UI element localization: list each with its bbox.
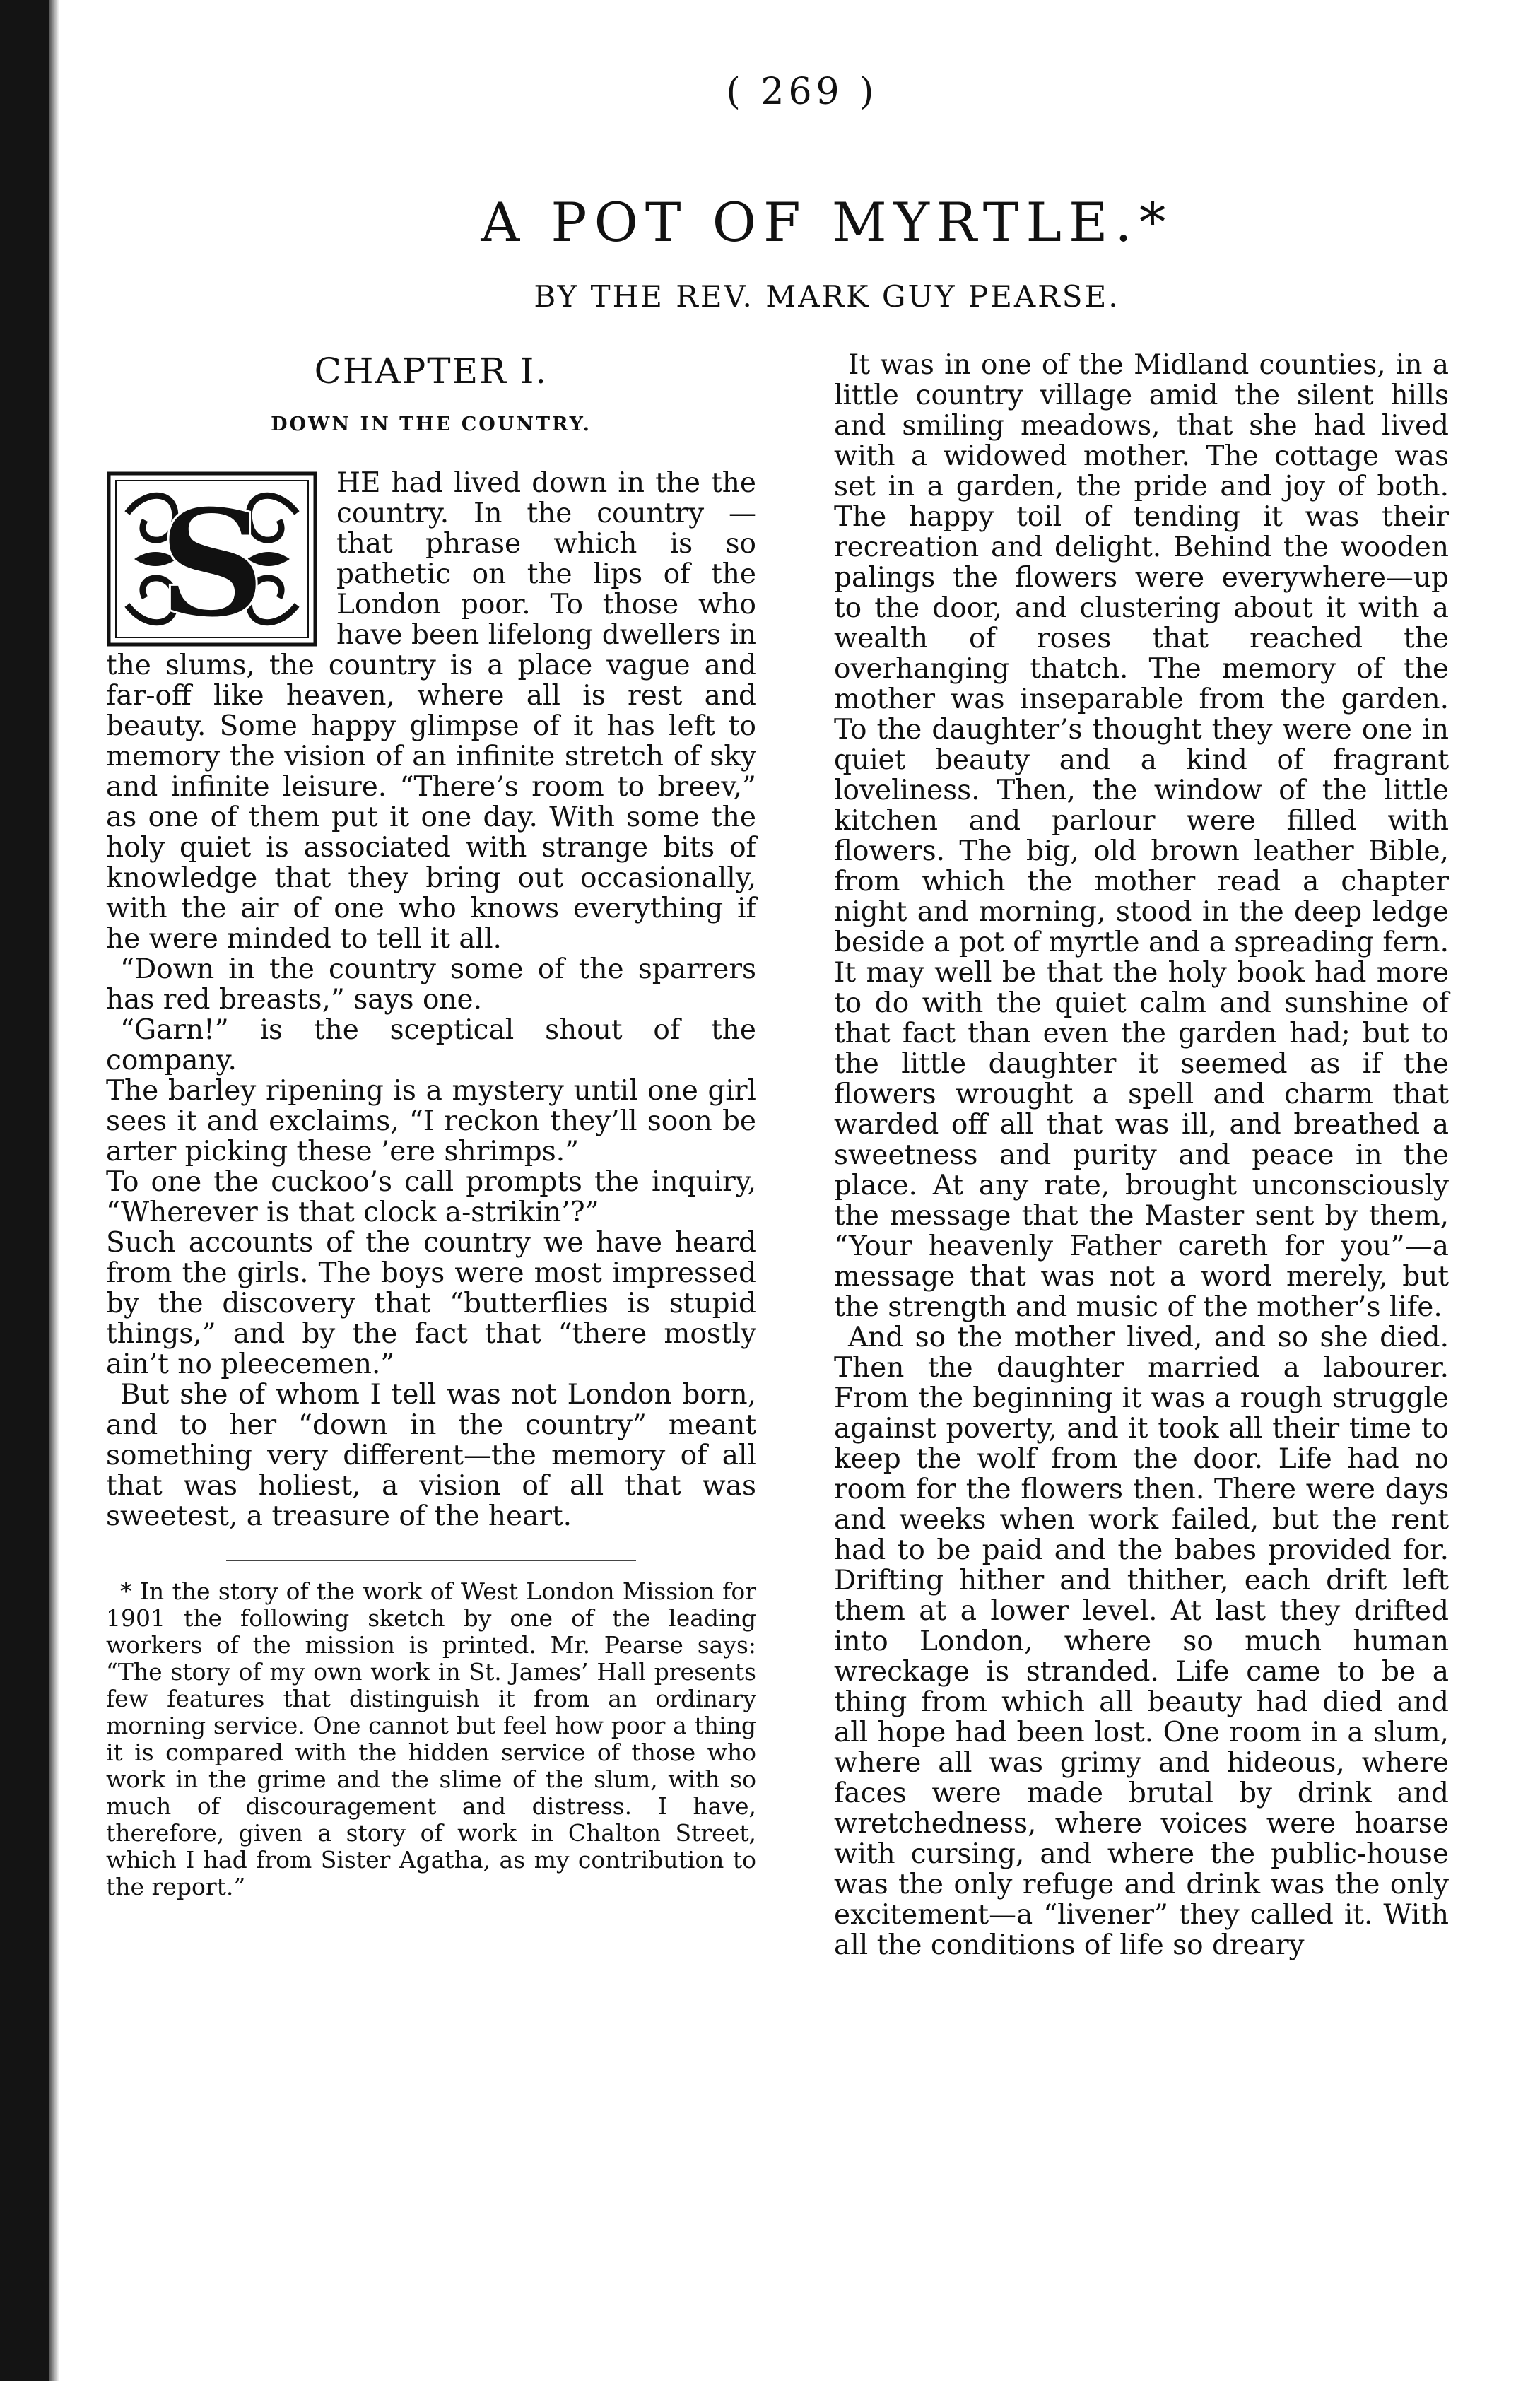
footnote: * In the story of the work of West London Mission for 1901 the following sketch by one of the leading workers of the mission is printed. Mr. Pearse says: “The story of my own work in St. James’ Hall presents few features that distinguish it from an ordinary morning service. One cannot but feel how poor a thing it is compared with the hidden service of those who work in the grime and the slime of the slum, with so much of discouragement and distress. I have, therefore, given a story of work in Chalton Street, which I had from Sister Agatha, as my contribution to the report.” — [106, 1577, 756, 1900]
paragraph: And so the mother lived, and so she died. Then the daughter married a labourer. From the beginning it was a rough struggle against poverty, and it took all their time to keep the wolf from the door. Life had no room for the flowers then. There were days and weeks when work failed, but the rent had to be paid and the babes provided for. Drifting hither and thither, each drift left them at a lower level. At last they drifted into London, where so much human wreckage is stranded. Life came to be a thing from which all beauty had died and all hope had been lost. One room in a slum, where all was grimy and hideous, where faces were made brutal by drink and wretchedness, where voices were hoarse with cursing, and where the public-house was the only refuge and drink was the only excitement—a “livener” they called it. With all the conditions of life so dreary — [834, 1322, 1449, 1961]
chapter-subheading: DOWN IN THE COUNTRY. — [271, 413, 592, 435]
chapter-heading: CHAPTER I. — [314, 351, 548, 392]
binding-shadow — [49, 0, 59, 2381]
right-column — [834, 350, 1449, 1960]
article-title: A POT OF MYRTLE.* — [481, 191, 1173, 254]
book-binding-edge — [0, 0, 49, 2381]
paragraph: “Garn!” is the sceptical shout of the company. — [106, 1014, 756, 1076]
footnote-rule — [226, 1560, 636, 1561]
author-byline: BY THE REV. MARK GUY PEARSE. — [534, 279, 1120, 314]
dropcap-letter: S — [158, 476, 266, 647]
paragraph: But she of whom I tell was not London born, and to her “down in the country” meant something very different—the memory of all that was holiest, a vision of all that was sweetest, a treasure of the heart. — [106, 1379, 756, 1532]
paragraph: “Down in the country some of the sparrers has red breasts,” says one. — [106, 953, 756, 1016]
paragraph: To one the cuckoo’s call prompts the inquiry, “Wherever is that clock a-strikin’?” — [106, 1166, 756, 1228]
paragraph: The barley ripening is a mystery until one girl sees it and exclaims, “I reckon they’ll soon be arter picking these ’ere shrimps.” — [106, 1075, 756, 1168]
paragraph: HE had lived down in the the country. In the country — that phrase which is so pathetic on the lips of the London poor. To those who have been lifelong dwellers in the slums, the country is a place vague and far-off like heaven, where all is rest and beauty. Some happy glimpse of it has left to memory the vision of an infinite stretch of sky and infinite leisure. “There’s room to breev,” as one of them put it one day. With some the holy quiet is associated with strange bits of knowledge that they bring out occasionally, with the air of one who knows everything if he were minded to tell it all. — [106, 467, 756, 955]
ornamental-dropcap-icon — [106, 471, 318, 647]
paragraph: It was in one of the Midland counties, in a little country village amid the silent hills and smiling meadows, that she had lived with a widowed mother. The cottage was set in a garden, the pride and joy of both. The happy toil of tending it was their recreation and delight. Behind the wooden palings the flowers were everywhere—up to the door, and clustering about it with a wealth of roses that reached the overhanging thatch. The memory of the mother was inseparable from the garden. To the daughter’s thought they were one in quiet beauty and a kind of fragrant loveliness. Then, the window of the little kitchen and parlour were filled with flowers. The big, old brown leather Bible, from which the mother read a chapter night and morning, stood in the deep ledge beside a pot of myrtle and a spreading fern. It may well be that the holy book had more to do with the quiet calm and sunshine of that fact than even the garden had; but to the little daughter it seemed as if the flowers wrought a spell and charm that warded off all that was ill, and breathed a sweetness and purity and peace in the place. At any rate, brought unconsciously the message that the Master sent by them, “Your heavenly Father careth for you”—a message that was not a word merely, but the strength and music of the mother’s life. — [834, 349, 1449, 1323]
page-number: ( 269 ) — [726, 71, 878, 113]
paragraph: Such accounts of the country we have heard from the girls. The boys were most impressed by the discovery that “butterflies is stupid things,” and by the fact that “there mostly ain’t no pleecemen.” — [106, 1227, 756, 1380]
left-column — [106, 350, 756, 1900]
